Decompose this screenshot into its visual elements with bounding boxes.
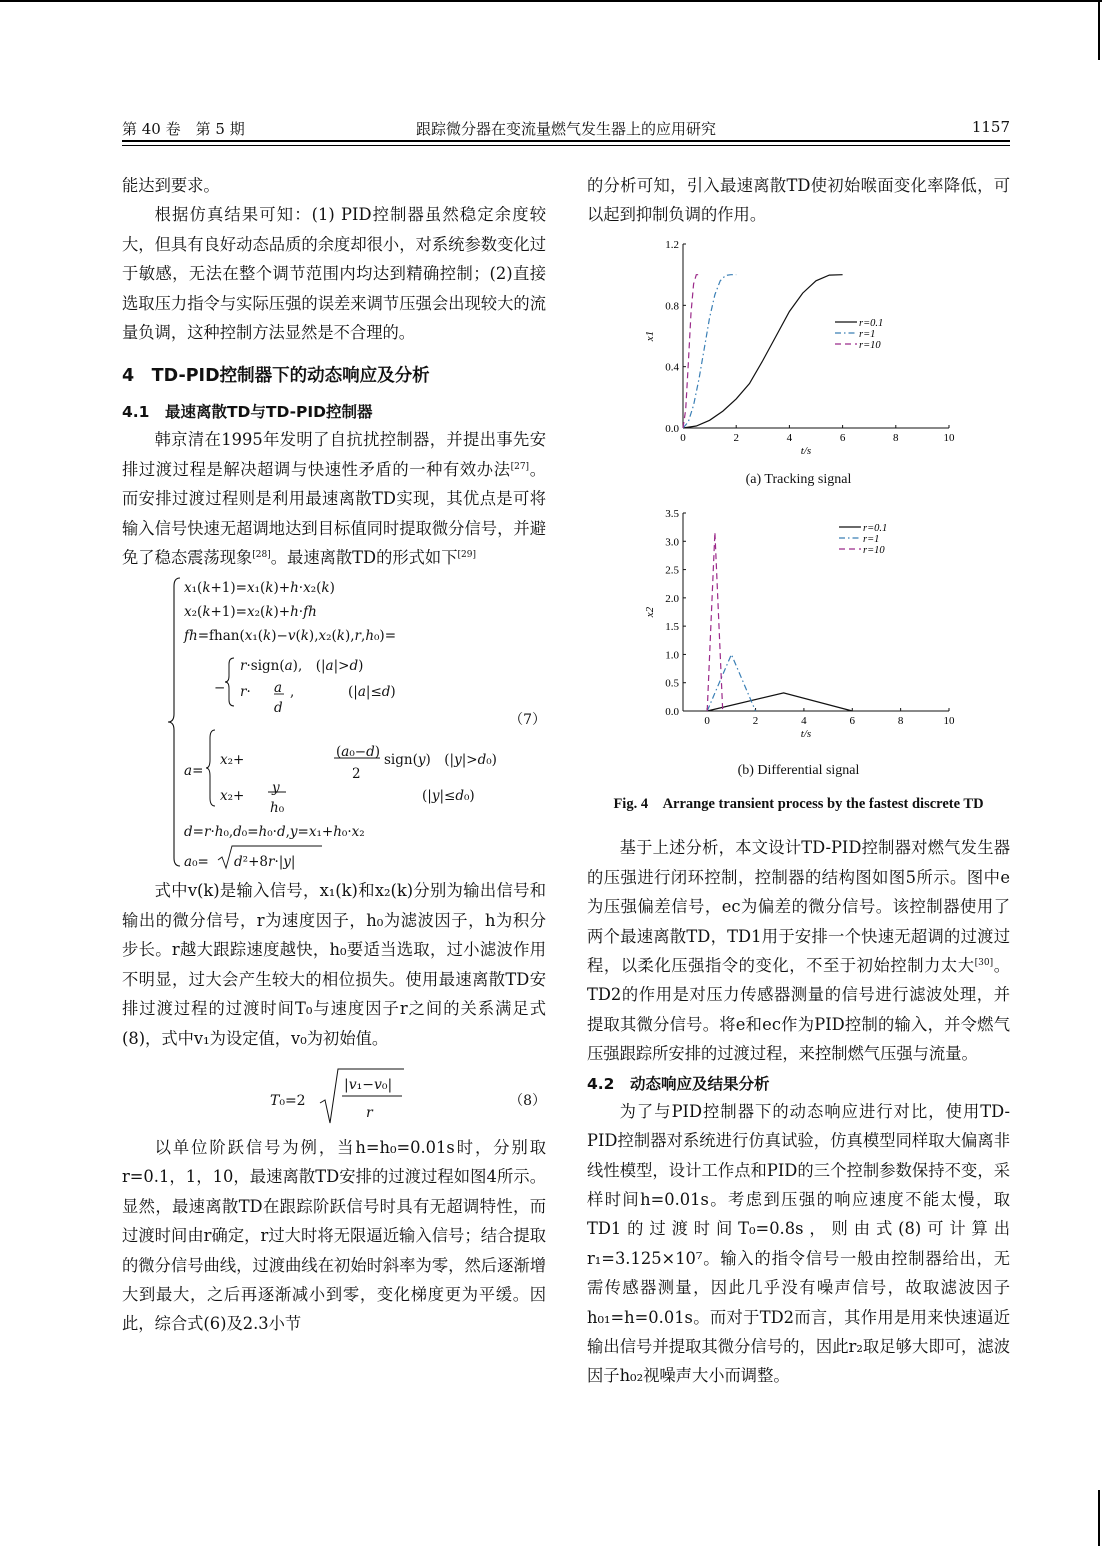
y-tick-label: 2.5 [665,564,679,577]
series-line-r1 [683,275,736,428]
series-line-r01 [707,693,852,711]
subfigure-caption: (b) Differential signal [737,763,860,779]
equation-8 [122,1065,546,1129]
paragraph: 的分析可知，引入最速离散TD使初始喉面变化率降低，可以起到抑制负调的作用。 [587,176,1010,225]
x-axis-label: t/s [800,444,812,456]
paragraph: 以单位阶跃信号为例，当h=h₀=0.01s时，分别取r=0.1，1，10，最速离散TD安排的过渡过程如图4所示。显然，最速离散TD在跟踪阶跃信号时具有无超调特性，而过渡时间由r确定，r过大时将无限逼近输入信号；结合提取的微分信号曲线，过渡曲线在初始时斜率为零，然后逐渐增大到最大，之后再逐渐减小到零，变化梯度更为平缓。因此，综合式(6)及2.3小节 [122,1137,546,1334]
header-rule [122,140,1010,142]
equation-line: a= [184,763,204,780]
equation-line: (a₀−d) [336,744,381,761]
x-tick-label: 0 [680,431,686,444]
equation-line: 2 [352,766,361,783]
paragraph: 为了与PID控制器下的动态响应进行对比，使用TD-PID控制器对系统进行仿真试验，仿真模型同样取大偏离非线性模型，设计工作点和PID的三个控制参数保持不变，采样时间h=0.01s。考虑到压强的响应速度不能太慢，取TD1的过渡时间T₀=0.8s，则由式(8)可计算出r₁=3.125×10⁷。输入的指令信号一般由控制器给出，无需传感器测量，因此几乎没有噪声信号，故取滤波因子h₀₁=h=0.01s。而对于TD2而言，其作用是用来快速逼近输出信号并提取其微分信号的，因此r₂取足够大即可，滤波因子h₀₂视噪声大小而调整。 [587,1101,1010,1386]
equation-line: h₀ [270,800,285,817]
x-tick-label: 8 [893,431,899,444]
equation-line: r·sign(a), (|a|>d) [240,658,364,675]
citation: [27] [510,461,530,472]
paragraph: 能达到要求。 [122,176,220,195]
y-axis-label: x1 [644,330,656,342]
subfigure-caption: (a) Tracking signal [745,472,852,488]
equation-line: x₂+ [220,752,245,769]
crop-mark [0,0,1102,2]
x-tick-label: 8 [897,714,904,727]
series-line-r10 [707,532,723,711]
tracking-signal-chart [587,238,1010,456]
equation-line: fh=fhan(x₁(k)−v(k),x₂(k),r,h₀)= [184,628,397,645]
page-number: 1157 [971,118,1010,136]
y-tick-label: 3.0 [665,535,679,548]
figure-caption: Fig. 4 Arrange transient process by the fastest discrete TD [613,796,984,813]
equation-line: d=r·h₀,d₀=h₀·d,y=x₁+h₀·x₂ [184,824,365,841]
equation-radical [122,1065,546,1129]
y-tick-label: 0.5 [665,677,679,690]
equation-number: （8） [509,1092,546,1109]
series-line-r10 [683,275,702,428]
subsection-heading: 4.1 最速离散TD与TD-PID控制器 [122,403,373,422]
y-tick-label: 2.0 [665,592,679,605]
paragraph: 根据仿真结果可知：(1) PID控制器虽然稳定余度较大，但具有良好动态品质的余度却很小，对系统参数变化过于敏感，无法在整个调节范围内均达到精确控制；(2)直接选取压力指令与实际压强的误差来调节压强会出现较大的流量负调，这种控制方法显然是不合理的。 [122,205,546,343]
legend-label: r=10 [859,339,881,351]
citation: [28] [252,550,271,561]
text-span: 。而安排过渡过程则是利用最速离散TD实现，其优点是可将输入信号快速无超调地达到目标值同时提取微分信号，并避免了稳态震荡现象 [122,459,546,568]
legend-label: r=1 [863,533,880,545]
equation-line: x₂(k+1)=x₂(k)+h·fh [184,604,317,621]
equation-line: d [274,700,283,717]
y-tick-label: 1.5 [665,620,679,633]
equation-line: x₂+ [220,788,245,805]
citation: [29] [457,550,476,561]
text-span: 。TD2的作用是对压力传感器测量的信号进行滤波处理，并提取其微分信号。将e和ec作为PID控制的输入，并令燃气压强跟踪所安排的过渡过程，来控制燃气压强与流量。 [587,956,1010,1064]
header-rule-thin [122,145,1010,146]
equation-line: x₁(k+1)=x₁(k)+h·x₂(k) [184,580,335,597]
volume-issue: 第 40 卷 第 5 期 [122,120,245,138]
y-tick-label: 0.4 [665,361,679,374]
legend-label: r=10 [863,544,885,556]
x-tick-label: 10 [943,431,955,444]
citation: [30] [974,958,994,969]
y-tick-label: 3.5 [665,507,679,520]
legend-label: r=0.1 [859,317,884,329]
x-tick-label: 2 [733,431,739,444]
x-tick-label: 6 [839,431,846,444]
paragraph [587,833,1010,1068]
crop-mark [1098,1490,1100,1546]
series-line-r01 [683,275,843,428]
equation-line: T₀=2 [270,1092,306,1109]
y-tick-label: 1.0 [665,649,679,662]
equation-7 [122,574,546,870]
y-tick-label: 0.8 [665,300,679,313]
y-axis-label: x2 [644,606,656,617]
x-tick-label: 6 [849,714,856,727]
equation-line: a₀= [184,854,209,871]
figure-4a [587,238,1010,495]
text-span: 基于上述分析，本文设计TD-PID控制器对燃气发生器的压强进行闭环控制，控制器的结构图如图5所示。图中e为压强偏差信号，ec为偏差的微分信号。该控制器使用了两个最速离散TD，TD1用于安排一个快速无超调的过渡过程，以柔化压强指令的变化，不至于初始控制力太大 [587,838,1010,976]
equation-number: （7） [509,712,546,729]
equation-line: (|y|≤d₀) [422,788,475,805]
equation-line: (|a|≤d) [348,684,396,701]
x-tick-label: 4 [801,714,807,727]
text-span: 韩京清在1995年发明了自抗扰控制器，并提出事先安排过渡过程是解决超调与快速性矛盾的一种有效办法 [122,430,546,479]
text-span: 。最速离散TD的形式如下 [270,548,458,568]
differential-signal-chart [587,507,1010,747]
series-line-r1 [707,654,755,711]
x-tick-label: 10 [943,714,955,727]
y-tick-label: 0.0 [665,422,679,435]
equation-line: |v₁−v₀| [344,1076,393,1093]
running-title: 跟踪微分器在变流量燃气发生器上的应用研究 [415,120,716,138]
running-header [122,116,1010,142]
equation-line: d²+8r·|y| [234,854,296,871]
equation-line: r· [240,684,251,701]
x-tick-label: 0 [704,714,710,727]
legend-label: r=0.1 [863,522,888,534]
y-tick-label: 0.0 [665,705,679,718]
section-heading: 4 TD-PID控制器下的动态响应及分析 [122,366,430,387]
x-tick-label: 2 [752,714,759,727]
crop-mark [1098,0,1100,60]
paragraph: 式中v(k)是输入信号，x₁(k)和x₂(k)分别为输出信号和输出的微分信号，r为速度因子，h₀为滤波因子，h为积分步长。r越大跟踪速度越快，h₀要适当选取，过小滤波作用不明显，过大会产生较大的相位损失。使用最速离散TD安排过渡过程的过渡时间T₀与速度因子r之间的关系满足式(8)，式中v₁为设定值，v₀为初始值。 [122,881,546,1048]
left-column [122,171,546,1339]
equation-line: sign(y) (|y|>d₀) [384,752,497,769]
figure-4b [587,507,1010,786]
x-axis-label: t/s [800,727,812,740]
equation-line: y [272,780,280,797]
right-column [587,171,1010,1391]
y-tick-label: 1.2 [665,238,679,251]
equation-line: , [290,684,295,701]
subsection-heading: 4.2 动态响应及结果分析 [587,1074,770,1093]
equation-line: a [274,680,283,697]
x-tick-label: 4 [786,431,793,444]
equation-line: r [366,1104,373,1121]
equation-line: − [214,680,226,697]
paragraph [122,425,546,572]
legend-label: r=1 [859,328,876,340]
